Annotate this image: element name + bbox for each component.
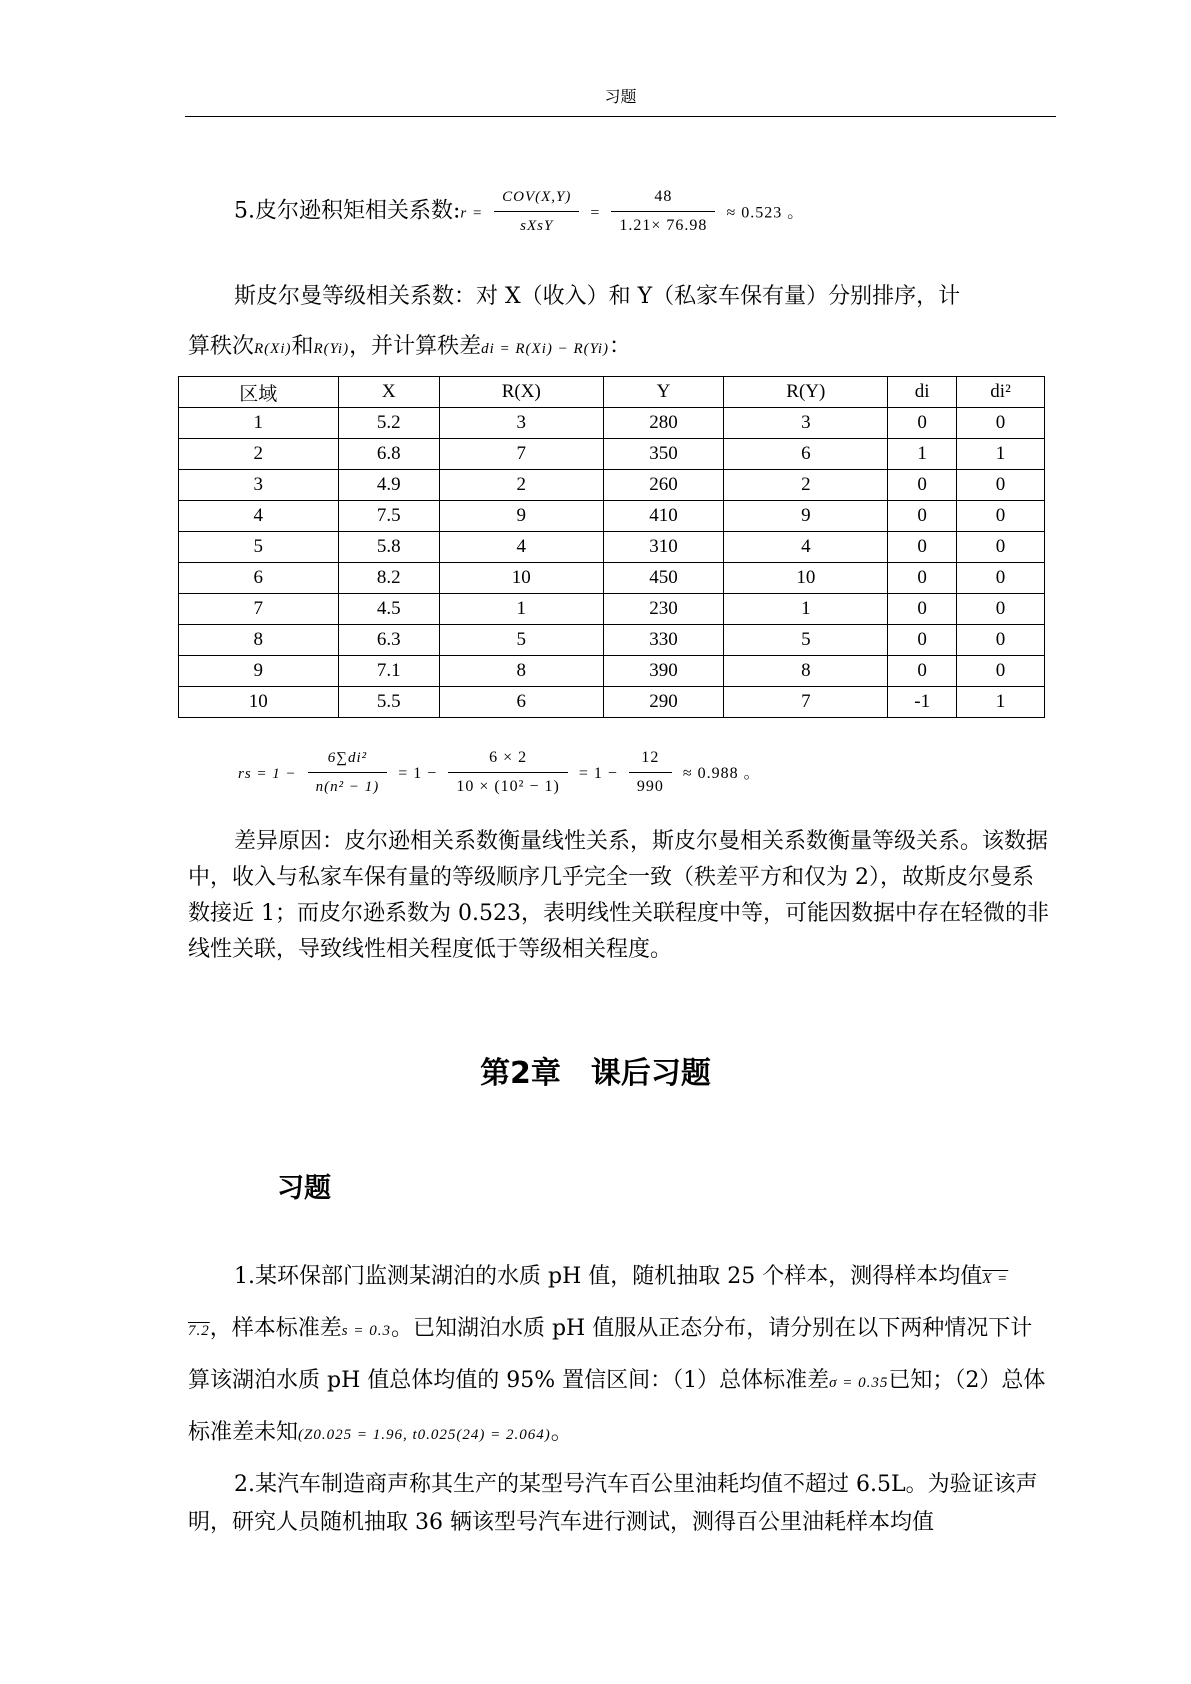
table-row (179, 625, 1045, 656)
table-cell: 2 (439, 470, 603, 501)
page-header: 习题 (604, 87, 637, 106)
table-row (179, 594, 1045, 625)
col-header: di² (957, 377, 1045, 408)
critical-values: (Z0.025 = 1.96, t0.025(24) = 2.064) (298, 1427, 551, 1443)
table-cell: 0 (957, 656, 1045, 687)
rs-f1-num: 6∑di² (308, 747, 388, 773)
table-cell: 0 (957, 532, 1045, 563)
table-cell: 450 (603, 563, 724, 594)
and-word: 和 (291, 334, 314, 359)
table-cell: 5 (179, 532, 339, 563)
table-cell: 1 (957, 687, 1045, 718)
pearson-equals: = (590, 204, 601, 222)
table-cell: 10 (179, 687, 339, 718)
sd-denominator: sXsY (520, 218, 554, 234)
table-cell: 0 (888, 501, 957, 532)
table-cell: 0 (888, 470, 957, 501)
rank-diff-label: ，并计算秩差 (349, 334, 482, 359)
table-cell: 390 (603, 656, 724, 687)
question-2: 2.某汽车制造商声称其生产的某型号汽车百公里油耗均值不超过 6.5L。为验证该声明，研究人员随机抽取 36 辆该型号汽车进行测试，测得百公里油耗样本均值 (188, 1472, 1038, 1535)
table-cell: 1 (888, 439, 957, 470)
rs-fraction-3 (629, 747, 672, 798)
table-cell: 5.8 (338, 532, 439, 563)
header-rule (185, 116, 1056, 117)
table-row (179, 439, 1045, 470)
table-cell: 9 (439, 501, 603, 532)
rank-diff-formula: di = R(Xi) − R(Yi) (481, 341, 610, 357)
col-header: Y (603, 377, 724, 408)
table-cell: 260 (603, 470, 724, 501)
table-cell: 0 (888, 563, 957, 594)
section-title: 习题 (277, 1173, 331, 1204)
table-cell: 5.2 (338, 408, 439, 439)
table-cell: 330 (603, 625, 724, 656)
sample-sd: s = 0.3 (341, 1323, 391, 1339)
table-cell: 3 (724, 408, 888, 439)
population-sd: σ = 0.35 (829, 1375, 889, 1391)
q1-text-a: 1.某环保部门监测某湖泊的水质 pH 值，随机抽取 25 个样本，测得样本均值 (234, 1264, 983, 1289)
table-cell: 0 (957, 594, 1045, 625)
sd-values: 1.21× 76.98 (619, 217, 708, 234)
col-header: R(X) (439, 377, 603, 408)
table-row (179, 408, 1045, 439)
rank-table (178, 376, 1045, 718)
pearson-result: ≈ 0.523 。 (726, 204, 805, 222)
table-cell: 0 (888, 594, 957, 625)
rs-f3-num: 12 (629, 747, 672, 773)
table-row (179, 563, 1045, 594)
difference-paragraph: 差异原因：皮尔逊相关系数衡量线性关系，斯皮尔曼相关系数衡量等级关系。该数据中，收入与私家车保有量的等级顺序几乎完全一致（秩差平方和仅为 2），故斯皮尔曼系数接近 1；而皮尔逊系数为 0.523，表明线性关联程度中等，可能因数据中存在轻微的非线性关联，导致线性相关程度低于等级相关程度。 (188, 829, 1049, 962)
table-cell: 0 (957, 501, 1045, 532)
table-cell: 2 (179, 439, 339, 470)
col-header: 区域 (179, 377, 339, 408)
pearson-r-symbol: r = (460, 205, 484, 222)
col-header: R(Y) (724, 377, 888, 408)
table-cell: 8 (439, 656, 603, 687)
rs-fraction-1 (308, 747, 388, 798)
table-cell: 1 (724, 594, 888, 625)
table-cell: 6 (724, 439, 888, 470)
col-header: di (888, 377, 957, 408)
table-cell: 7.5 (338, 501, 439, 532)
table-cell: 0 (957, 408, 1045, 439)
table-cell: 0 (888, 625, 957, 656)
table-cell: 4 (179, 501, 339, 532)
table-header-row (179, 377, 1045, 408)
table-row (179, 501, 1045, 532)
col-header: X (338, 377, 439, 408)
q1-text-d: 已知；（2）总体标准差未知 (188, 1368, 1046, 1445)
pearson-label: 5.皮尔逊积矩相关系数: (234, 198, 461, 224)
rs-f3-den: 990 (636, 777, 664, 795)
table-cell: 10 (439, 563, 603, 594)
cov-value: 48 (611, 186, 715, 212)
table-cell: 3 (439, 408, 603, 439)
table-cell: 0 (888, 532, 957, 563)
pearson-fraction-cov (494, 186, 579, 237)
pearson-paragraph (188, 186, 1054, 239)
table-cell: -1 (888, 687, 957, 718)
table-cell: 350 (603, 439, 724, 470)
rank-x: R(Xi) (254, 341, 292, 357)
table-row (179, 470, 1045, 501)
table-cell: 4.5 (338, 594, 439, 625)
table-cell: 1 (957, 439, 1045, 470)
table-row (179, 687, 1045, 718)
table-cell: 290 (603, 687, 724, 718)
question-1 (188, 1252, 1054, 1460)
table-cell: 0 (957, 563, 1045, 594)
table-cell: 6 (179, 563, 339, 594)
rs-m1: = 1 − (398, 765, 438, 782)
rs-fraction-2 (448, 747, 568, 798)
table-row (179, 532, 1045, 563)
rs-f1-den: n(n² − 1) (315, 778, 380, 795)
table-cell: 3 (179, 470, 339, 501)
table-cell: 8 (724, 656, 888, 687)
spearman-line2 (188, 322, 1054, 374)
table-cell: 2 (724, 470, 888, 501)
table-cell: 0 (957, 625, 1045, 656)
table-row (179, 656, 1045, 687)
table-cell: 5.5 (338, 687, 439, 718)
spearman-intro (188, 272, 1054, 374)
table-cell: 8 (179, 625, 339, 656)
pearson-fraction-values (611, 186, 715, 237)
table-cell: 1 (179, 408, 339, 439)
table-cell: 410 (603, 501, 724, 532)
colon: ： (609, 334, 632, 359)
table-cell: 280 (603, 408, 724, 439)
cov-numerator: COV(X,Y) (494, 186, 579, 212)
table-cell: 6.3 (338, 625, 439, 656)
table-cell: 7 (439, 439, 603, 470)
table-cell: 7 (179, 594, 339, 625)
table-cell: 0 (888, 656, 957, 687)
table-cell: 4.9 (338, 470, 439, 501)
table-cell: 9 (179, 656, 339, 687)
table-cell: 0 (888, 408, 957, 439)
spearman-line1: 斯皮尔曼等级相关系数：对 X（收入）和 Y（私家车保有量）分别排序，计 (234, 284, 961, 309)
rank-label: 算秩次 (188, 334, 255, 359)
table-cell: 5 (439, 625, 603, 656)
table-cell: 310 (603, 532, 724, 563)
spearman-formula (238, 742, 1104, 804)
rs-result: ≈ 0.988 。 (682, 765, 761, 782)
q1-text-c: 。已知湖泊水质 pH 值服从正态分布，请分别在以下两种情况下计算该湖泊水质 pH 值总体均值的 95% 置信区间：（1）总体标准差 (188, 1316, 1033, 1393)
table-cell: 1 (439, 594, 603, 625)
table-cell: 9 (724, 501, 888, 532)
table-cell: 230 (603, 594, 724, 625)
rs-f2-den: 10 × (10² − 1) (456, 777, 560, 795)
table-cell: 4 (724, 532, 888, 563)
chapter-title: 第2章 课后习题 (480, 1056, 711, 1091)
table-cell: 8.2 (338, 563, 439, 594)
q1-text-e: 。 (550, 1420, 573, 1445)
rs-f2-num: 6 × 2 (448, 747, 568, 773)
table-cell: 7 (724, 687, 888, 718)
rank-y: R(Yi) (313, 341, 350, 357)
table-cell: 6.8 (338, 439, 439, 470)
table-cell: 6 (439, 687, 603, 718)
table-cell: 4 (439, 532, 603, 563)
table-cell: 0 (957, 470, 1045, 501)
table-cell: 10 (724, 563, 888, 594)
rs-m2: = 1 − (578, 765, 618, 782)
sample-mean: X = 7.2 (188, 1271, 1009, 1339)
table-cell: 7.1 (338, 656, 439, 687)
q1-text-b: ，样本标准差 (209, 1316, 342, 1341)
table-cell: 5 (724, 625, 888, 656)
rs-lhs: rs = 1 − (238, 766, 297, 782)
